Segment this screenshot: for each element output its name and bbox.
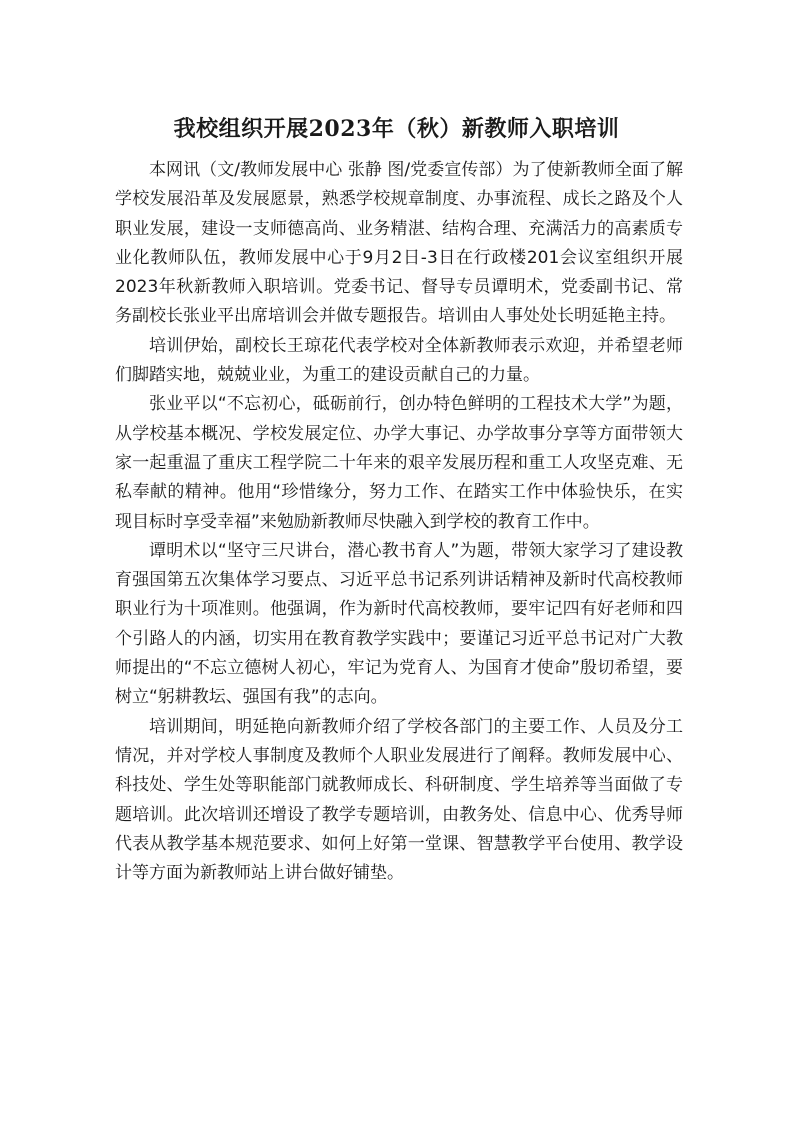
article-paragraph-intro: 本网讯（文/教师发展中心 张静 图/党委宣传部）为了使新教师全面了解学校发展沿革及发展愿景，熟悉学校规章制度、办事流程、成长之路及个人职业发展，建设一支师德高尚、业务精湛、结构合理、充满活力的高素质专业化教师队伍，教师发展中心于9月2日-3日在行政楼201会议室组织开展2023年秋新教师入职培训。党委书记、督导专员谭明术，党委副书记、常务副校长张业平出席培训会并做专题报告。培训由人事处处长明延艳主持。 [115,160,683,327]
article-body [115,156,683,888]
article-paragraph-zhang-report: 张业平以“不忘初心，砥砺前行，创办特色鲜明的工程技术大学”为题，从学校基本概况、学校发展定位、办学大事记、办学故事分享等方面带领大家一起重温了重庆工程学院二十年来的艰辛发展历程和重工人攻坚克难、无私奉献的精神。他用“珍惜缘分，努力工作、在踏实工作中体验快乐，在实现目标时享受幸福”来勉励新教师尽快融入到学校的教育工作中。 [115,394,683,532]
article-paragraph-welcome: 培训伊始，副校长王琼花代表学校对全体新教师表示欢迎，并希望老师们脚踏实地，兢兢业业，为重工的建设贡献自己的力量。 [115,335,683,386]
article-paragraph-training-details: 培训期间，明延艳向新教师介绍了学校各部门的主要工作、人员及分工情况，并对学校人事制度及教师个人职业发展进行了阐释。教师发展中心、科技处、学生处等职能部门就教师成长、科研制度、学生培养等当面做了专题培训。此次培训还增设了教学专题培训，由教务处、信息中心、优秀导师代表从教学基本规范要求、如何上好第一堂课、智慧教学平台使用、教学设计等方面为新教师站上讲台做好铺垫。 [115,716,683,884]
article-title: 我校组织开展2023年（秋）新教师入职培训 [173,116,620,142]
article-paragraph-tan-report: 谭明术以“坚守三尺讲台，潜心教书育人”为题，带领大家学习了建设教育强国第五次集体学习要点、习近平总书记系列讲话精神及新时代高校教师职业行为十项准则。他强调，作为新时代高校教师，要牢记四有好老师和四个引路人的内涵，切实用在教育教学实践中；要谨记习近平总书记对广大教师提出的“不忘立德树人初心，牢记为党育人、为国育才使命”殷切希望，要树立“躬耕教坛、强国有我”的志向。 [115,540,683,708]
